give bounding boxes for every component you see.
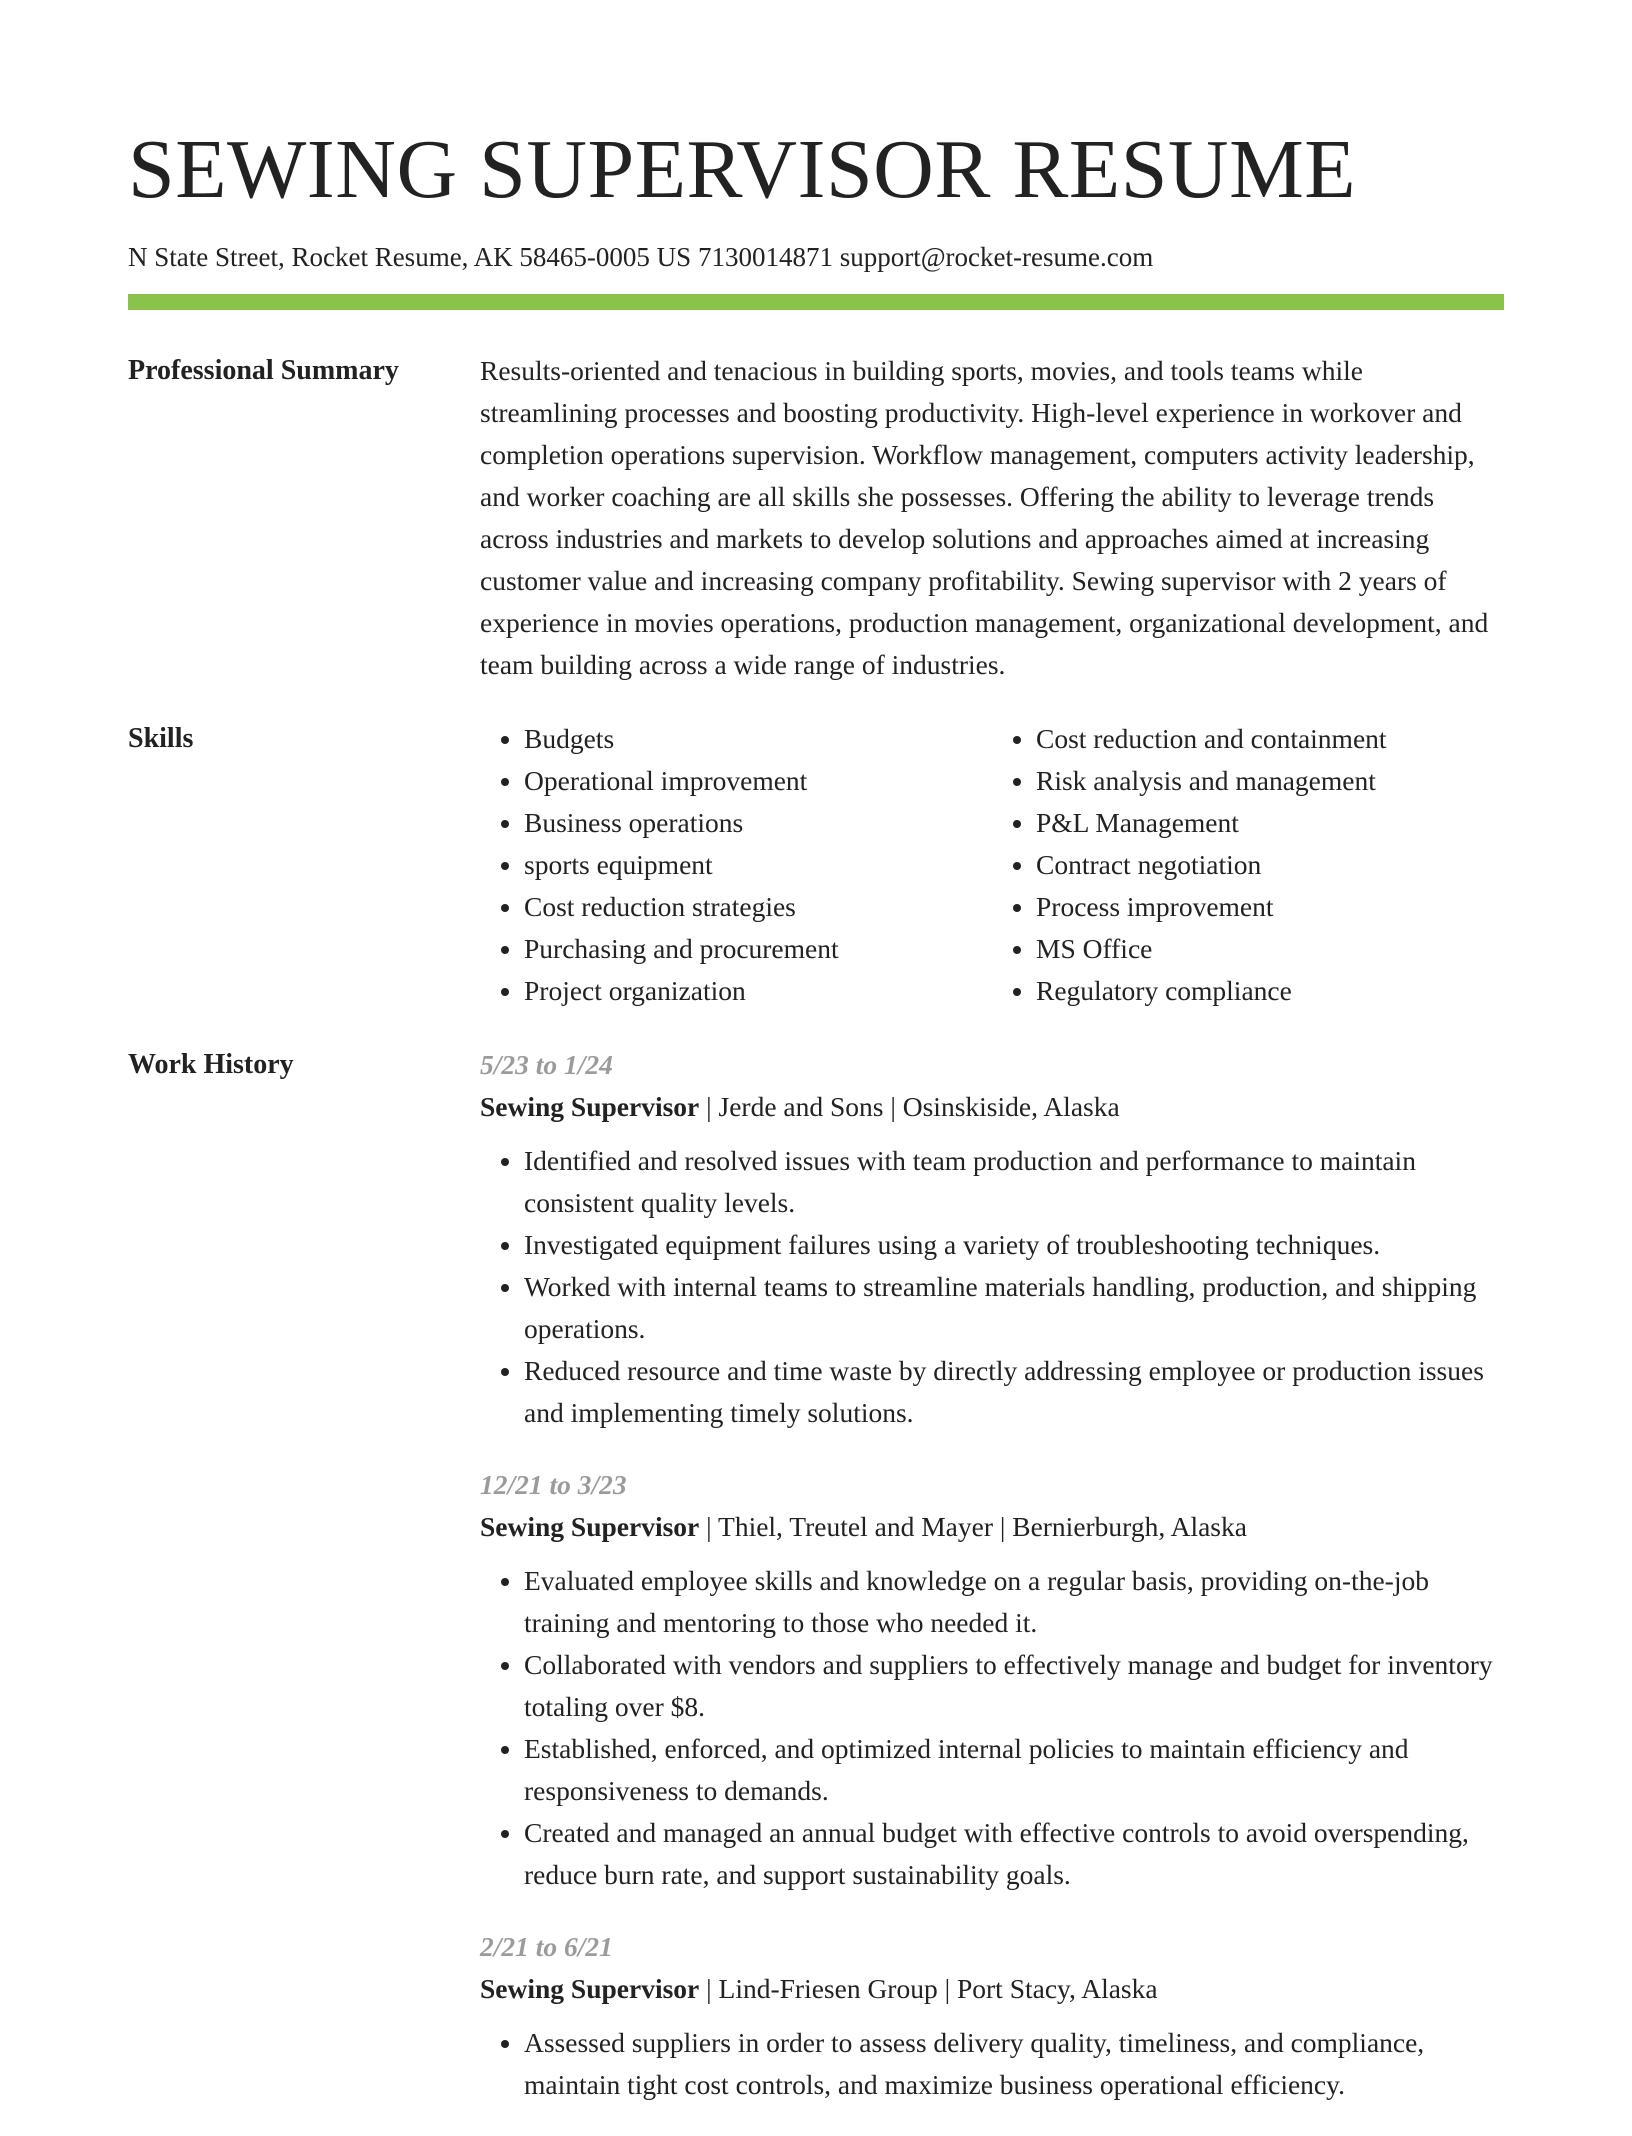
- job-entry: [480, 1926, 1504, 2106]
- job-bullets: [480, 1560, 1504, 1896]
- job-bullets: [480, 2022, 1504, 2106]
- job-bullet: • Assessed suppliers in order to assess delivery quality, timeliness, and compliance, maintain tight cost controls, and maximize business operational efficiency.: [524, 2022, 1504, 2106]
- skill-item: • Process improvement: [1036, 886, 1504, 928]
- job-employer-location: | Lind-Friesen Group | Port Stacy, Alaska: [699, 1973, 1158, 2004]
- job-bullet: • Investigated equipment failures using a variety of troubleshooting techniques.: [524, 1224, 1504, 1266]
- contact-line: N State Street, Rocket Resume, AK 58465-0005 US 7130014871 support@rocket-resume.com: [128, 242, 1154, 272]
- job-role: Sewing Supervisor: [480, 1973, 700, 2004]
- job-bullet: • Worked with internal teams to streamline materials handling, production, and shipping operations.: [524, 1266, 1504, 1350]
- skill-item: • Risk analysis and management: [1036, 760, 1504, 802]
- job-bullet: • Reduced resource and time waste by directly addressing employee or production issues and implementing timely solutions.: [524, 1350, 1504, 1434]
- skills-list-left: [480, 718, 992, 1012]
- skill-item: • Business operations: [524, 802, 992, 844]
- job-bullets: [480, 1140, 1504, 1434]
- skill-item: • Cost reduction strategies: [524, 886, 992, 928]
- summary-text: Results-oriented and tenacious in building sports, movies, and tools teams while streamlining processes and boosting productivity. High-level experience in workover and completion operations supervision. Workflow management, computers activity leadership, and worker coaching are all skills she possesses. Offering the ability to leverage trends across industries and markets to develop solutions and approaches aimed at increasing customer value and increasing company profitability. Sewing supervisor with 2 years of experience in movies operations, production management, organizational development, and team building across a wide range of industries.: [480, 355, 1489, 680]
- job-entry: [480, 1464, 1504, 1896]
- skill-item: • Cost reduction and containment: [1036, 718, 1504, 760]
- skill-item: • Regulatory compliance: [1036, 970, 1504, 1012]
- job-bullet: • Created and managed an annual budget with effective controls to avoid overspending, reduce burn rate, and support sustainability goals.: [524, 1812, 1504, 1896]
- accent-divider: [128, 294, 1504, 310]
- skill-item: • Project organization: [524, 970, 992, 1012]
- job-bullet: • Established, enforced, and optimized internal policies to maintain efficiency and responsiveness to demands.: [524, 1728, 1504, 1812]
- skill-item: • P&L Management: [1036, 802, 1504, 844]
- job-role: Sewing Supervisor: [480, 1091, 700, 1122]
- skills-grid: [480, 718, 1504, 1012]
- summary-section: [128, 350, 1504, 686]
- resume-title: SEWING SUPERVISOR RESUME: [128, 123, 1357, 216]
- job-employer-location: | Thiel, Treutel and Mayer | Bernierburgh, Alaska: [699, 1511, 1247, 1542]
- skill-item: • MS Office: [1036, 928, 1504, 970]
- resume-page: [128, 0, 1504, 2100]
- work-history-body: [480, 1044, 1504, 2136]
- job-dates: 5/23 to 1/24: [480, 1049, 613, 1080]
- skill-item: • Operational improvement: [524, 760, 992, 802]
- job-dates: 2/21 to 6/21: [480, 1931, 613, 1962]
- skill-item: • sports equipment: [524, 844, 992, 886]
- skill-item: • Contract negotiation: [1036, 844, 1504, 886]
- skills-heading: Skills: [128, 723, 194, 754]
- job-title-line: [480, 1968, 1504, 2010]
- job-bullet: • Collaborated with vendors and suppliers to effectively manage and budget for inventory totaling over $8.: [524, 1644, 1504, 1728]
- job-employer-location: | Jerde and Sons | Osinskiside, Alaska: [699, 1091, 1120, 1122]
- skill-item: • Budgets: [524, 718, 992, 760]
- job-entry: [480, 1044, 1504, 1434]
- skills-section: [128, 718, 1504, 1012]
- job-dates: 12/21 to 3/23: [480, 1469, 627, 1500]
- job-title-line: [480, 1086, 1504, 1128]
- summary-heading: Professional Summary: [128, 355, 399, 386]
- skills-body: [480, 718, 1504, 1012]
- work-history-heading: Work History: [128, 1049, 294, 1080]
- job-role: Sewing Supervisor: [480, 1511, 700, 1542]
- job-bullet: • Identified and resolved issues with team production and performance to maintain consistent quality levels.: [524, 1140, 1504, 1224]
- work-history-section: [128, 1044, 1504, 2136]
- skills-list-right: [992, 718, 1504, 1012]
- job-bullet: • Evaluated employee skills and knowledge on a regular basis, providing on-the-job training and mentoring to those who needed it.: [524, 1560, 1504, 1644]
- skill-item: • Purchasing and procurement: [524, 928, 992, 970]
- summary-body: [480, 350, 1504, 686]
- job-title-line: [480, 1506, 1504, 1548]
